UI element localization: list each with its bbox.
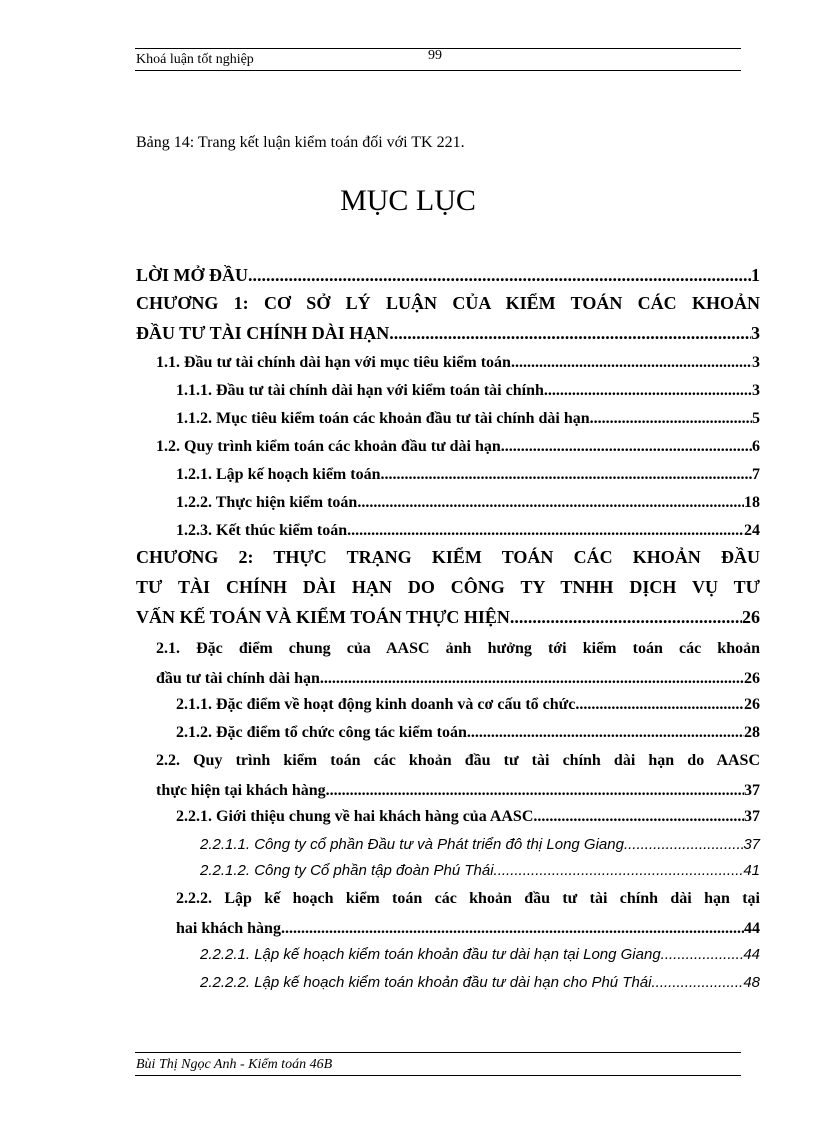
toc-entry[interactable]: 1.1.2. Mục tiêu kiểm toán các khoản đầu tư tài chính dài hạn ..... 5 (176, 408, 760, 430)
toc-entry[interactable]: 2.2.1. Giới thiệu chung về hai khách hàng của AASC ..... 37 (176, 806, 760, 828)
toc-entry[interactable]: 2.1.1. Đặc điểm về hoạt động kinh doanh và cơ cấu tổ chức ..... 26 (176, 694, 760, 716)
toc-entry[interactable]: 1.1. Đầu tư tài chính dài hạn với mục tiêu kiểm toán ..... 3 (156, 352, 760, 374)
footer-text: Bùi Thị Ngọc Anh - Kiểm toán 46B (136, 1057, 333, 1072)
toc-page-number: 28 (744, 724, 760, 741)
toc-entry[interactable]: LỜI MỞ ĐẦU ..... 1 (136, 264, 760, 286)
toc-entry[interactable]: 2.2.1.1. Công ty cổ phần Đầu tư và Phát triển đô thị Long Giang ..... 37 (200, 834, 760, 856)
toc-entry[interactable]: 1.2.1. Lập kế hoạch kiểm toán ..... 7 (176, 464, 760, 486)
toc-page-number: 37 (744, 782, 760, 799)
toc-entry[interactable]: 1.2.2. Thực hiện kiểm toán ..... 18 (176, 492, 760, 514)
toc-page-number: 3 (751, 323, 760, 343)
toc-entry[interactable]: 2.2.2. Lập kế hoạch kiểm toán các khoản đầu tư tài chính dài hạn tại hai khách hàng ..... 44 (176, 888, 760, 940)
toc-entry[interactable]: 2.1.2. Đặc điểm tổ chức công tác kiểm toán ..... 28 (176, 722, 760, 744)
toc-page-number: 44 (743, 946, 760, 963)
toc-page-number: 6 (752, 438, 760, 455)
toc-entry[interactable]: 1.2.3. Kết thúc kiểm toán ..... 24 (176, 520, 760, 542)
table-caption: Bảng 14: Trang kết luận kiểm toán đối với TK 221. (136, 134, 465, 151)
toc-entry[interactable]: 2.2.2.2. Lập kế hoạch kiểm toán khoản đầu tư dài hạn cho Phú Thái ..... 48 (200, 972, 760, 994)
toc-page-number: 37 (743, 836, 760, 853)
toc-page-number: 44 (744, 920, 760, 937)
toc-entry[interactable]: 1.1.1. Đầu tư tài chính dài hạn với kiểm toán tài chính ..... 3 (176, 380, 760, 402)
toc-page-number: 18 (744, 494, 760, 511)
footer-top-rule (135, 1052, 741, 1053)
toc-entry[interactable]: 2.2.2.1. Lập kế hoạch kiểm toán khoản đầu tư dài hạn tại Long Giang ..... 44 (200, 944, 760, 966)
header-bottom-rule (135, 70, 741, 71)
toc-page-number: 26 (744, 670, 760, 687)
toc-entry[interactable]: CHƯƠNG 2: THỰC TRẠNG KIỂM TOÁN CÁC KHOẢN ĐẦU TƯ TÀI CHÍNH DÀI HẠN DO CÔNG TY TNHH DỊCH VỤ TƯ VẤN KẾ TOÁN VÀ KIỂM TOÁN THỰC HIỆN ..... 26 (136, 546, 760, 628)
toc-page-number: 24 (744, 522, 760, 539)
toc-title: MỤC LỤC (340, 184, 476, 217)
toc-page-number: 1 (751, 265, 760, 285)
toc-entry[interactable]: 2.2. Quy trình kiểm toán các khoản đầu tư tài chính dài hạn do AASC thực hiện tại khách hàng ..... 37 (156, 750, 760, 802)
toc-page-number: 3 (752, 354, 760, 371)
toc-page-number: 26 (744, 696, 760, 713)
toc-page-number: 41 (743, 862, 760, 879)
toc-page-number: 48 (743, 974, 760, 991)
footer-bottom-rule (135, 1075, 741, 1076)
toc-entry[interactable]: CHƯƠNG 1: CƠ SỞ LÝ LUẬN CỦA KIỂM TOÁN CÁC KHOẢN ĐẦU TƯ TÀI CHÍNH DÀI HẠN ..... 3 (136, 292, 760, 344)
toc-entry[interactable]: 1.2. Quy trình kiểm toán các khoản đầu tư dài hạn ..... 6 (156, 436, 760, 458)
page-header (136, 48, 740, 70)
toc-entry[interactable]: 2.1. Đặc điểm chung của AASC ảnh hưởng tới kiểm toán các khoản đầu tư tài chính dài hạn ..... 26 (156, 638, 760, 690)
toc-page-number: 37 (744, 808, 760, 825)
toc-page-number: 26 (742, 607, 760, 627)
toc-page-number: 7 (752, 466, 760, 483)
page-number: 99 (428, 48, 442, 63)
toc-page-number: 3 (752, 382, 760, 399)
header-title: Khoá luận tốt nghiệp (136, 52, 254, 67)
toc-entry[interactable]: 2.2.1.2. Công ty Cổ phần tập đoàn Phú Thái ..... 41 (200, 860, 760, 882)
toc-page-number: 5 (752, 410, 760, 427)
